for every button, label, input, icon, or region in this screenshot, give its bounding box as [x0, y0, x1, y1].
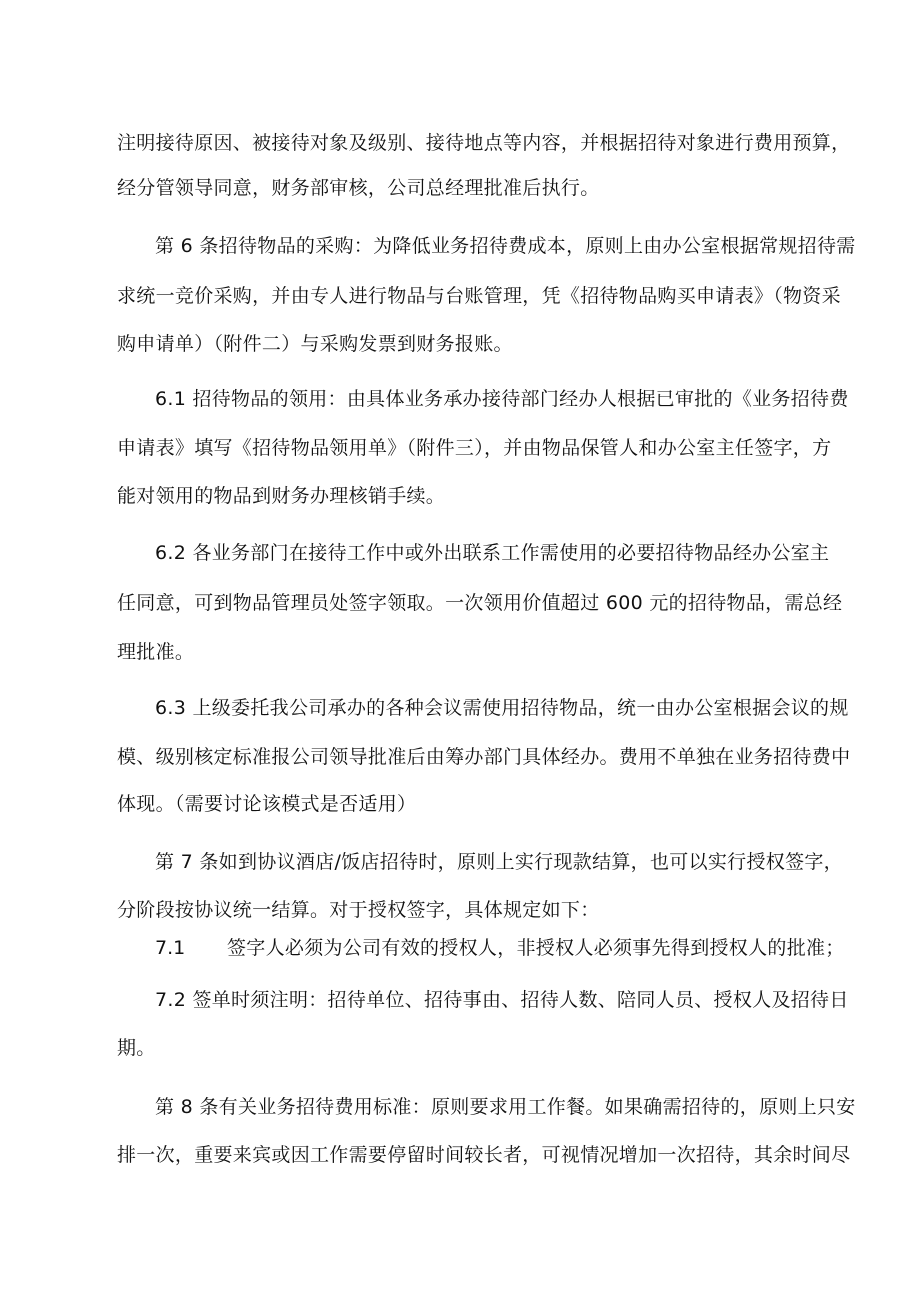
text-line: 分阶段按协议统一结算。对于授权签字，具体规定如下：	[117, 899, 600, 921]
text-line: 理批准。	[117, 641, 195, 663]
text-line: 注明接待原因、被接待对象及级别、接待地点等内容，并根据招待对象进行费用预算，	[117, 132, 851, 154]
text-line: 第 7 条如到协议酒店/饭店招待时，原则上实行现款结算，也可以实行授权签字，	[155, 851, 843, 873]
text-line: 6.2 各业务部门在接待工作中或外出联系工作需使用的必要招待物品经办公室主	[155, 542, 830, 564]
text-line: 购申请单）（附件二）与采购发票到财务报账。	[117, 333, 513, 355]
text-line: 申请表》填写《招待物品领用单》（附件三），并由物品保管人和办公室主任签字，方	[117, 437, 832, 459]
text-line: 签字人必须为公司有效的授权人，非授权人必须事先得到授权人的批准；	[227, 937, 845, 959]
text-line: 7.2 签单时须注明：招待单位、招待事由、招待人数、陪同人员、授权人及招待日	[155, 989, 849, 1011]
text-line: 第 6 条招待物品的采购：为降低业务招待费成本，原则上由办公室根据常规招待需	[155, 235, 856, 257]
text-line: 体现。（需要讨论该模式是否适用）	[117, 793, 417, 815]
text-line: 能对领用的物品到财务办理核销手续。	[117, 485, 446, 507]
text-line: 第 8 条有关业务招待费用标准：原则要求用工作餐。如果确需招待的，原则上只安	[155, 1096, 856, 1118]
clause-number: 7.1	[155, 937, 186, 959]
text-line: 6.1 招待物品的领用：由具体业务承办接待部门经办人根据已审批的《业务招待费	[155, 388, 849, 410]
text-line: 6.3 上级委托我公司承办的各种会议需使用招待物品，统一由办公室根据会议的规	[155, 697, 849, 719]
text-line: 求统一竞价采购，并由专人进行物品与台账管理，凭《招待物品购买申请表》（物资采	[117, 285, 841, 307]
text-line: 排一次，重要来宾或因工作需要停留时间较长者，可视情况增加一次招待，其余时间尽	[117, 1144, 851, 1166]
text-line: 经分管领导同意，财务部审核，公司总经理批准后执行。	[117, 177, 600, 199]
text-line: 期。	[117, 1037, 156, 1059]
text-line: 模、级别核定标准报公司领导批准后由筹办部门具体经办。费用不单独在业务招待费中	[117, 746, 851, 768]
text-line: 任同意，可到物品管理员处签字领取。一次领用价值超过 600 元的招待物品，需总经	[117, 592, 843, 614]
